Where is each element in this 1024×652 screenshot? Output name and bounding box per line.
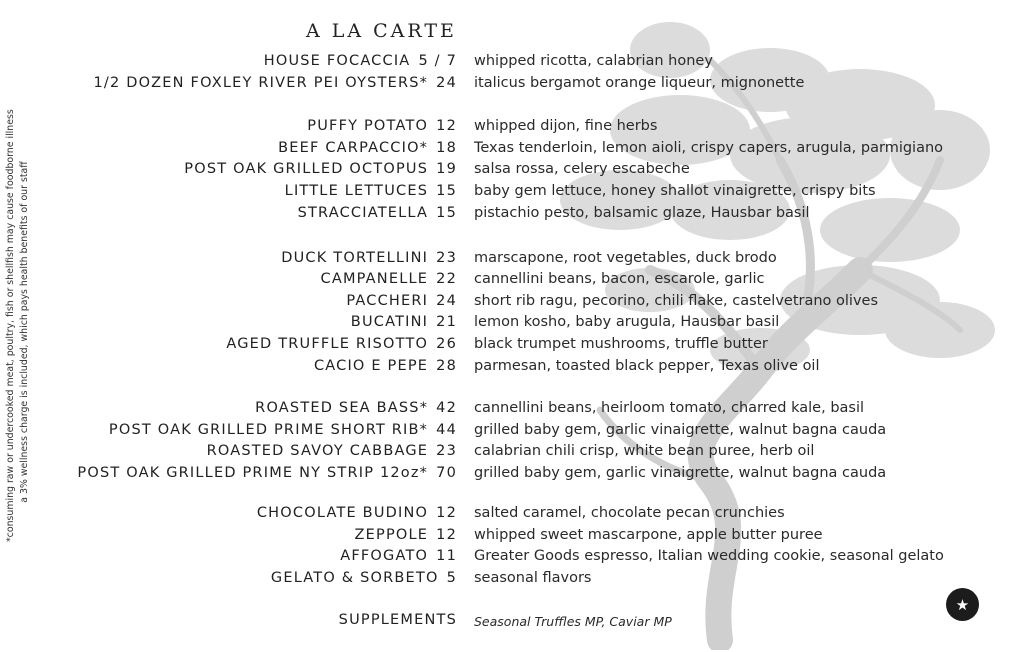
dish-description: whipped ricotta, calabrian honey [474, 53, 713, 69]
dish-description: seasonal flavors [474, 570, 592, 586]
dish-price: 70 [436, 465, 457, 481]
dish-price: 11 [436, 548, 457, 564]
supplements-row [0, 612, 1024, 634]
menu-item-row [0, 443, 1024, 465]
dish-price: 18 [436, 140, 457, 156]
dish-price: 5 / 7 [418, 53, 457, 69]
menu-item-row [0, 118, 1024, 140]
menu-item-row [0, 314, 1024, 336]
dish-name: CACIO E PEPE [313, 358, 429, 374]
dish-price: 12 [436, 118, 457, 134]
menu-item-row [0, 75, 1024, 97]
menu-item-name [93, 75, 457, 91]
dish-name: LITTLE LETTUCES [284, 183, 429, 199]
disclaimer-line-2: a 3% wellness charge is included, which pays health benefits of our staff [19, 161, 30, 503]
dish-name: BEEF CARPACCIO* [278, 140, 429, 156]
menu-item-row [0, 422, 1024, 444]
menu-item-name [307, 118, 457, 134]
dish-name: ROASTED SEA BASS* [255, 400, 429, 416]
menu-item-name [109, 422, 457, 438]
dish-description: italicus bergamot orange liqueur, mignonette [474, 75, 805, 91]
dish-name: BUCATINI [350, 314, 429, 330]
dish-price: 28 [436, 358, 457, 374]
menu-item-name [321, 271, 457, 287]
dish-description: whipped sweet mascarpone, apple butter puree [474, 527, 823, 543]
dish-description: short rib ragu, pecorino, chili flake, castelvetrano olives [474, 293, 879, 309]
dish-name: AGED TRUFFLE RISOTTO [226, 336, 429, 352]
dish-description: parmesan, toasted black pepper, Texas olive oil [474, 358, 820, 374]
menu-item-name [340, 548, 457, 564]
dish-description: calabrian chili crisp, white bean puree, herb oil [474, 443, 815, 459]
dish-price: 12 [436, 505, 457, 521]
dish-name: CHOCOLATE BUDINO [256, 505, 429, 521]
menu-item-row [0, 548, 1024, 570]
dish-price: 24 [436, 293, 457, 309]
dish-description: salsa rossa, celery escabeche [474, 161, 690, 177]
dish-price: 44 [436, 422, 457, 438]
dish-price: 23 [436, 443, 457, 459]
menu-item-row [0, 183, 1024, 205]
supplements-label: SUPPLEMENTS [338, 612, 457, 628]
menu-item-row [0, 465, 1024, 487]
menu-item-row [0, 293, 1024, 315]
dish-name: STRACCIATELLA [297, 205, 429, 221]
menu-item-row [0, 250, 1024, 272]
dish-name: GELATO & SORBETO [270, 570, 439, 586]
menu-item-name [264, 53, 457, 69]
dish-price: 23 [436, 250, 457, 266]
menu-item-name [255, 400, 457, 416]
dish-description: Texas tenderloin, lemon aioli, crispy capers, arugula, parmigiano [474, 140, 944, 156]
menu-item-row [0, 205, 1024, 227]
disclaimer-line-1: *consuming raw or undercooked meat, poultry, fish or shellfish may cause foodborne illness [5, 109, 16, 542]
dish-name: AFFOGATO [340, 548, 429, 564]
menu-item-name [77, 465, 457, 481]
dish-name: ROASTED SAVOY CABBAGE [206, 443, 429, 459]
menu-item-name [207, 443, 457, 459]
menu-item-row [0, 336, 1024, 358]
dish-price: 5 [446, 570, 457, 586]
menu-item-name [281, 250, 457, 266]
menu-item-name [278, 140, 457, 156]
dish-description: salted caramel, chocolate pecan crunchies [474, 505, 785, 521]
dish-price: 22 [436, 271, 457, 287]
dish-price: 19 [436, 161, 457, 177]
dish-name: 1/2 DOZEN FOXLEY RIVER PEI OYSTERS* [93, 75, 429, 91]
dish-price: 12 [436, 527, 457, 543]
menu-title: A LA CARTE [306, 20, 457, 42]
dish-price: 21 [436, 314, 457, 330]
dish-description: black trumpet mushrooms, truffle butter [474, 336, 768, 352]
star-icon: ★ [946, 588, 979, 621]
menu-item-row [0, 505, 1024, 527]
menu-item-name [226, 336, 457, 352]
dish-description: cannellini beans, heirloom tomato, charred kale, basil [474, 400, 865, 416]
menu-item-name [285, 183, 457, 199]
dish-name: ZEPPOLE [354, 527, 429, 543]
dish-description: pistachio pesto, balsamic glaze, Hausbar basil [474, 205, 810, 221]
dish-description: grilled baby gem, garlic vinaigrette, walnut bagna cauda [474, 465, 887, 481]
menu-item-row [0, 53, 1024, 75]
menu-item-row [0, 400, 1024, 422]
dish-price: 15 [436, 183, 457, 199]
dish-name: POST OAK GRILLED PRIME NY STRIP 12oz* [77, 465, 429, 481]
dish-price: 42 [436, 400, 457, 416]
dish-price: 26 [436, 336, 457, 352]
dish-name: POST OAK GRILLED PRIME SHORT RIB* [108, 422, 429, 438]
menu-item-row [0, 271, 1024, 293]
dish-name: POST OAK GRILLED OCTOPUS [184, 161, 429, 177]
menu-item-row [0, 570, 1024, 592]
dish-name: PUFFY POTATO [307, 118, 429, 134]
dish-description: Greater Goods espresso, Italian wedding cookie, seasonal gelato [474, 548, 944, 564]
menu-item-name [351, 314, 457, 330]
supplements-description: Seasonal Truffles MP, Caviar MP [474, 614, 672, 629]
dish-name: HOUSE FOCACCIA [263, 53, 411, 69]
menu-item-name [355, 527, 458, 543]
menu-item-row [0, 527, 1024, 549]
menu-item-name [314, 358, 457, 374]
menu-item-name [298, 205, 457, 221]
dish-name: CAMPANELLE [320, 271, 429, 287]
menu-item-name [257, 505, 457, 521]
menu-item-name [271, 570, 457, 586]
menu-item-name [346, 293, 457, 309]
dish-name: DUCK TORTELLINI [281, 250, 429, 266]
dish-price: 15 [436, 205, 457, 221]
dish-description: grilled baby gem, garlic vinaigrette, walnut bagna cauda [474, 422, 887, 438]
menu-item-name [184, 161, 457, 177]
dish-description: cannellini beans, bacon, escarole, garlic [474, 271, 765, 287]
menu-item-row [0, 161, 1024, 183]
dish-name: PACCHERI [346, 293, 429, 309]
menu-item-row [0, 140, 1024, 162]
menu-item-row [0, 358, 1024, 380]
dish-description: lemon kosho, baby arugula, Hausbar basil [474, 314, 780, 330]
dish-description: marscapone, root vegetables, duck brodo [474, 250, 777, 266]
dish-price: 24 [436, 75, 457, 91]
dish-description: whipped dijon, fine herbs [474, 118, 658, 134]
dish-description: baby gem lettuce, honey shallot vinaigrette, crispy bits [474, 183, 876, 199]
